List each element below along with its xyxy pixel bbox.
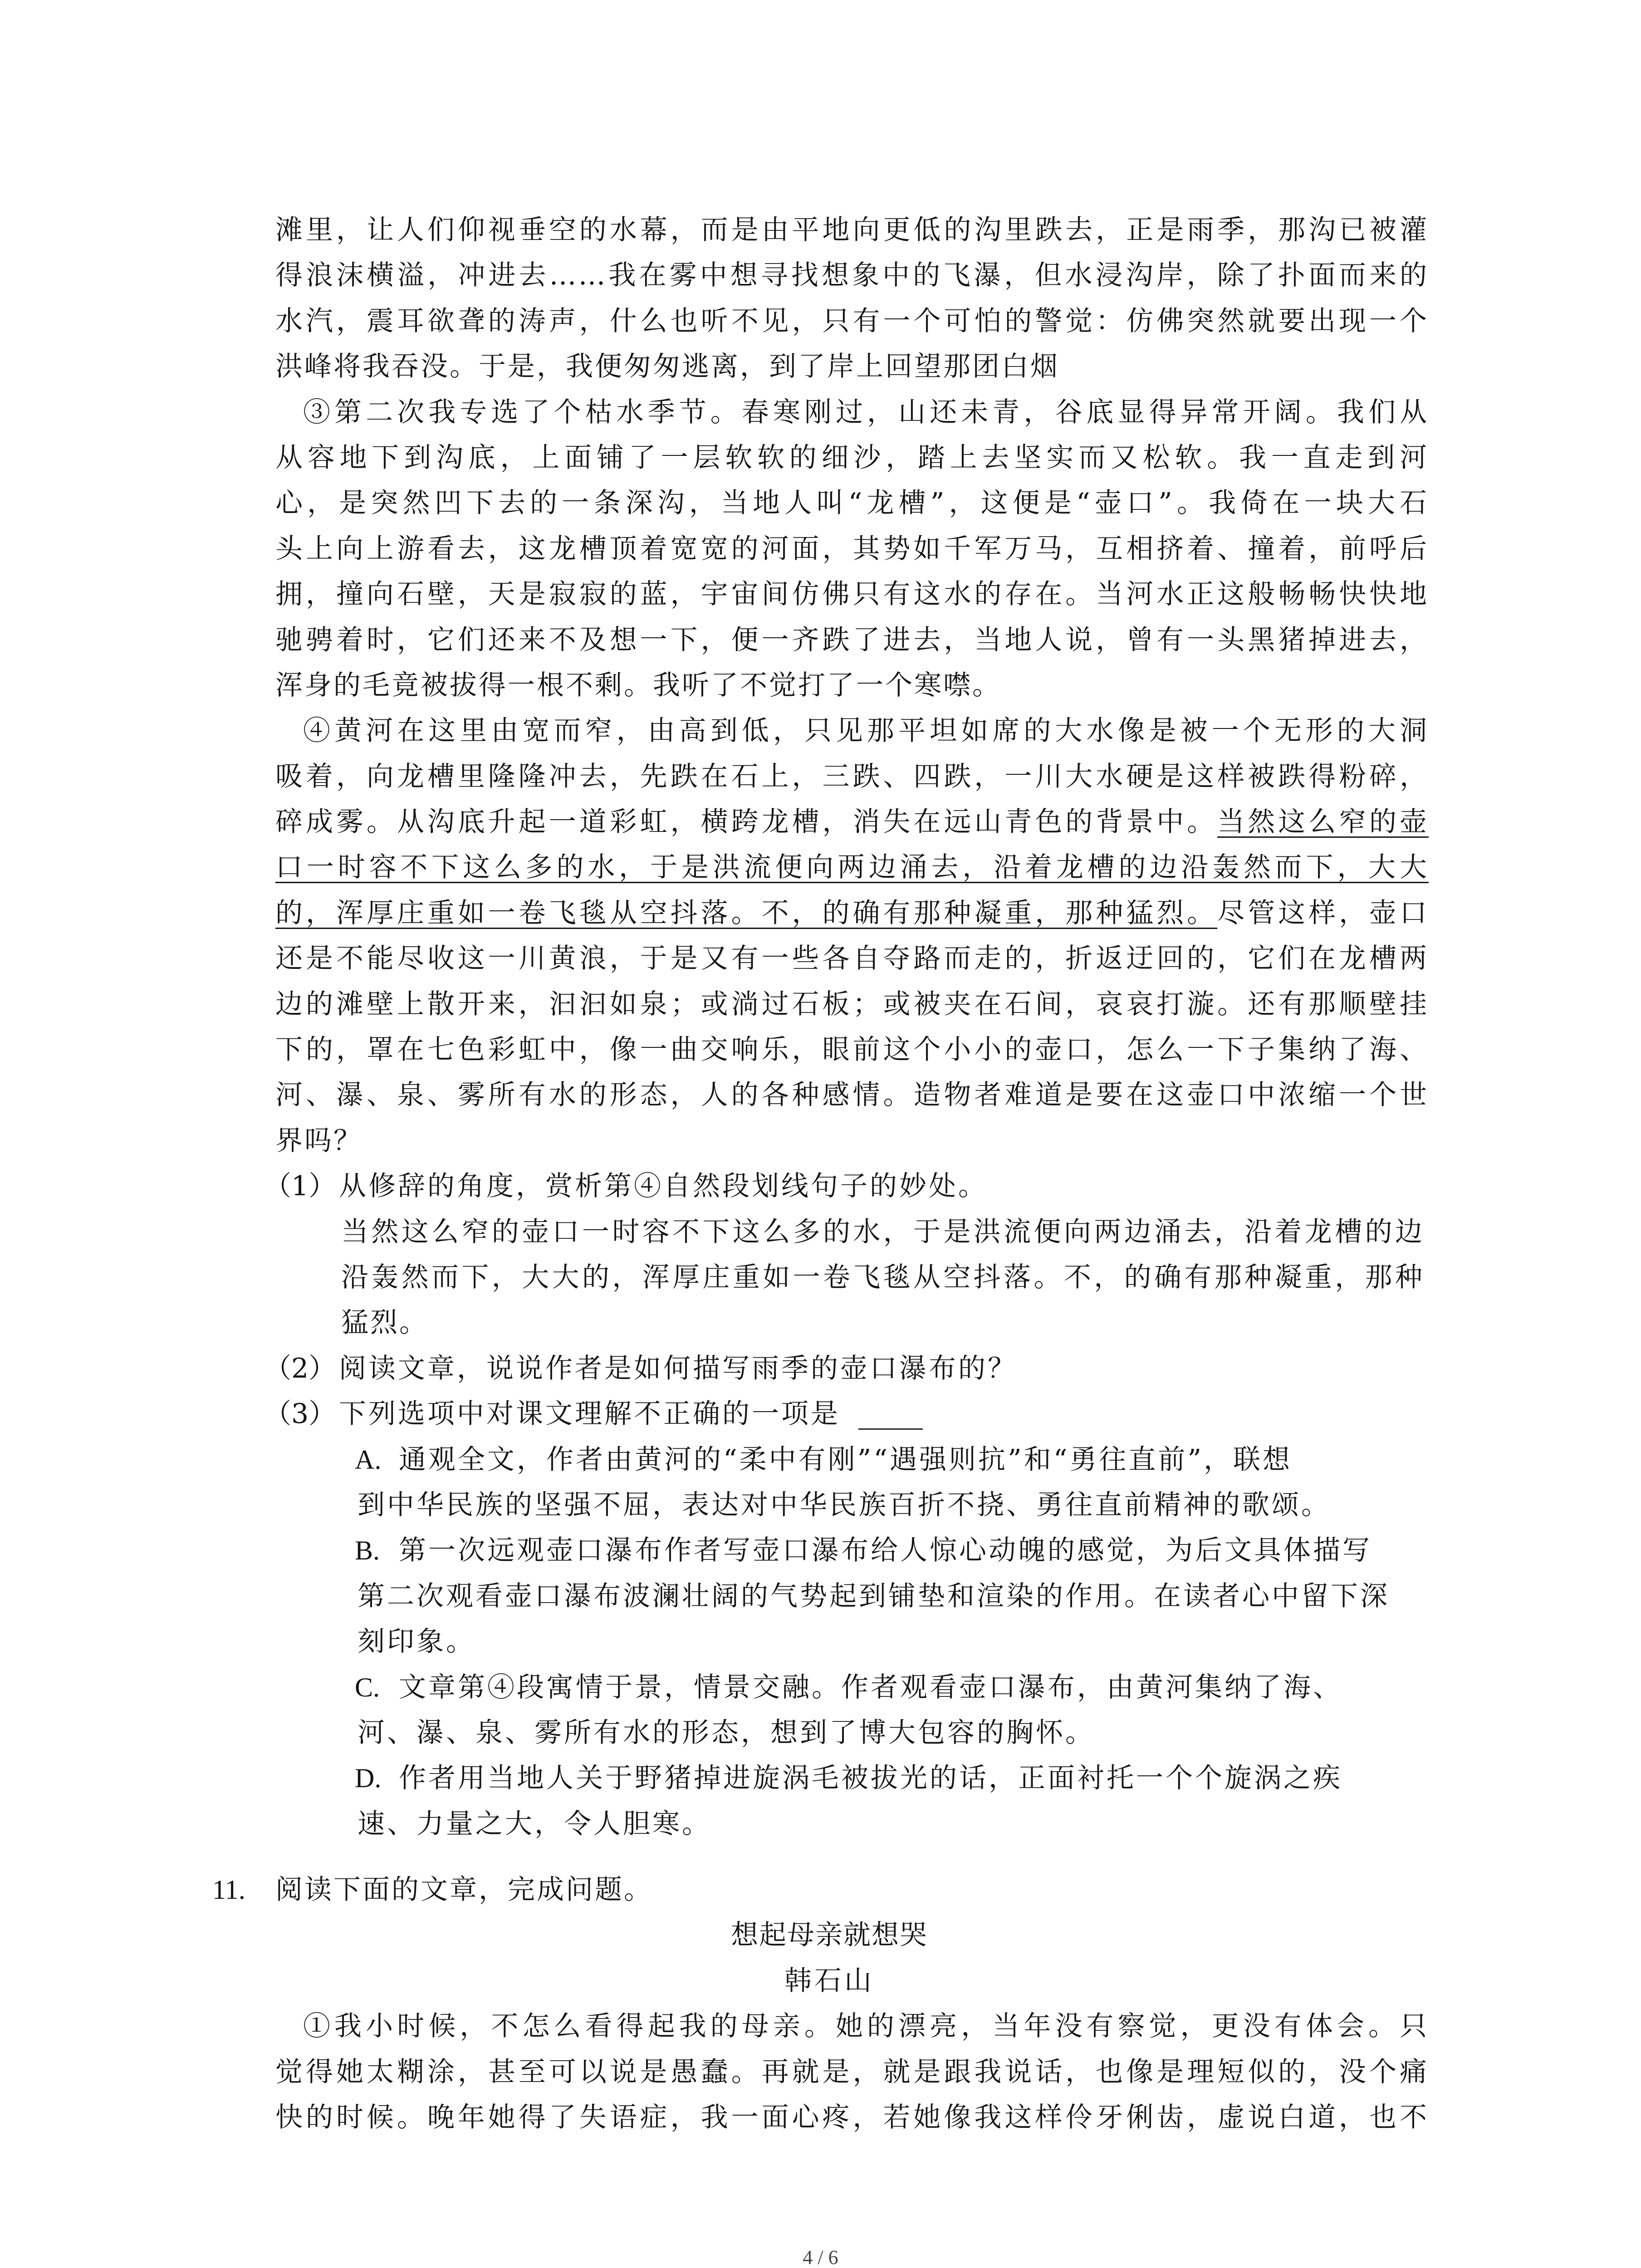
text-line: 驰骋着时，它们还来不及想一下，便一齐跌了进去，当地人说，曾有一头黑猪掉进去， xyxy=(275,624,1429,656)
sub-question-label: （3） xyxy=(264,1398,336,1430)
text-line: 浑身的毛竟被拔得一根不剩。我听了不觉打了一个寒噤。 xyxy=(275,669,1001,701)
sub-question-label: （1） xyxy=(264,1170,336,1202)
quoted-sentence-line: 猛烈。 xyxy=(341,1307,428,1339)
option-label: B. xyxy=(355,1535,380,1566)
option-text-line: 刻印象。 xyxy=(358,1626,475,1658)
option-text: 文章第④段寓情于景，情景交融。作者观看壶口瀑布，由黄河集纳了海、 xyxy=(399,1671,1342,1703)
text-line: 下的，罩在七色彩虹中，像一曲交响乐，眼前这个小小的壶口，怎么一下子集纳了海、 xyxy=(275,1034,1429,1066)
question-instruction: 阅读下面的文章，完成问题。 xyxy=(275,1874,653,1906)
text-line: 洪峰将我吞没。于是，我便匆匆逃离，到了岸上回望那团白烟 xyxy=(275,351,1059,383)
text-line: 河、瀑、泉、雾所有水的形态，人的各种感情。造物者难道是要在这壶口中浓缩一个世 xyxy=(275,1079,1429,1111)
text-line: 还是不能尽收这一川黄浪，于是又有一些各自夺路而走的，折返迂回的，它们在龙槽两 xyxy=(275,943,1429,975)
sub-question-prompt: 下列选项中对课文理解不正确的一项是 xyxy=(339,1398,840,1430)
text-line: 界吗？ xyxy=(275,1124,362,1157)
plain-text: 碎成雾。从沟底升起一道彩虹，横跨龙槽，消失在远山青色的背景中。 xyxy=(275,806,1218,838)
underlined-text: 的，浑厚庄重如一卷飞毯从空抖落。不，的确有那种凝重，那种猛烈。 xyxy=(275,897,1218,929)
option-text-line: 第二次观看壶口瀑布波澜壮阔的气势起到铺垫和渲染的作用。在读者心中留下深 xyxy=(358,1580,1390,1612)
text-line: 快的时候。晚年她得了失语症，我一面心疼，若她像我这样伶牙俐齿，虚说白道，也不 xyxy=(275,2102,1429,2134)
text-line: 头上向上游看去，这龙槽顶着宽宽的河面，其势如千军万马，互相挤着、撞着，前呼后 xyxy=(275,533,1429,565)
sub-question-1 xyxy=(264,1163,1425,1209)
underlined-text: 当然这么窄的壶 xyxy=(1217,806,1429,838)
sub-question-2 xyxy=(264,1346,1425,1391)
quoted-sentence-line: 当然这么窄的壶口一时容不下这么多的水，于是洪流便向两边涌去，沿着龙槽的边 xyxy=(341,1216,1424,1248)
option-d xyxy=(355,1755,1416,1801)
option-a xyxy=(355,1437,1416,1482)
option-label: C. xyxy=(355,1672,380,1702)
article-title: 想起母亲就想哭 xyxy=(731,1919,928,1951)
text-line: 从容地下到沟底，上面铺了一层软软的细沙，踏上去坚实而又松软。我一直走到河 xyxy=(275,441,1429,474)
option-b xyxy=(355,1528,1416,1573)
text-line: 吸着，向龙槽里隆隆冲去，先跌在石上，三跌、四跌，一川大水硬是这样被跌得粉碎， xyxy=(275,760,1429,792)
text-line: 心，是突然凹下去的一条深沟，当地人叫“龙槽”，这便是“壶口”。我倚在一块大石 xyxy=(275,487,1429,519)
text-line: 得浪沫横溢，冲进去……我在雾中想寻找想象中的飞瀑，但水浸沟岸，除了扑面而来的 xyxy=(275,259,1429,292)
text-line: 边的滩壁上散开来，汩汩如泉；或淌过石板；或被夹在石间，哀哀打漩。还有那顺壁挂 xyxy=(275,988,1429,1020)
option-text: 第一次远观壶口瀑布作者写壶口瀑布给人惊心动魄的感觉，为后文具体描写 xyxy=(399,1535,1372,1567)
page-content xyxy=(0,207,1641,2140)
sub-question-label: （2） xyxy=(264,1352,336,1384)
question-number: 11. xyxy=(212,1875,245,1905)
paragraph-first-line: ③第二次我专选了个枯水季节。春寒刚过，山还未青，谷底显得异常开阔。我们从 xyxy=(303,396,1429,428)
text-line xyxy=(275,799,1429,845)
sub-question-prompt: 阅读文章，说说作者是如何描写雨季的壶口瀑布的？ xyxy=(339,1352,1017,1384)
text-line: 滩里，让人们仰视垂空的水幕，而是由平地向更低的沟里跌去，正是雨季，那沟已被灌 xyxy=(275,214,1429,246)
answer-blank xyxy=(858,1402,923,1430)
quoted-sentence-line: 沿轰然而下，大大的，浑厚庄重如一卷飞毯从空抖落。不，的确有那种凝重，那种 xyxy=(341,1261,1424,1293)
text-line: 拥，撞向石壁，天是寂寂的蓝，宇宙间仿佛只有这水的存在。当河水正这般畅畅快快地 xyxy=(275,578,1429,611)
option-label: D. xyxy=(355,1763,382,1794)
option-text: 通观全文，作者由黄河的“柔中有刚”“遇强则抗”和“勇往直前”，联想 xyxy=(399,1443,1293,1476)
text-line xyxy=(275,845,1429,890)
option-text-line: 到中华民族的坚强不屈，表达对中华民族百折不挠、勇往直前精神的歌颂。 xyxy=(358,1489,1331,1521)
sub-question-prompt: 从修辞的角度，赏析第④自然段划线句子的妙处。 xyxy=(339,1170,988,1202)
option-text: 作者用当地人关于野猪掉进旋涡毛被拔光的话，正面衬托一个个旋涡之疾 xyxy=(399,1762,1342,1794)
article-author: 韩石山 xyxy=(784,1965,874,1997)
text-line xyxy=(275,890,1429,936)
underlined-text: 口一时容不下这么多的水，于是洪流便向两边涌去，沿着龙槽的边沿轰然而下，大大 xyxy=(275,851,1429,884)
option-c xyxy=(355,1665,1416,1710)
sub-question-3 xyxy=(264,1391,1425,1437)
page-number: 4 / 6 xyxy=(803,2246,838,2268)
option-text-line: 河、瀑、泉、雾所有水的形态，想到了博大包容的胸怀。 xyxy=(358,1716,1095,1749)
plain-text: 尽管这样，壶口 xyxy=(1217,897,1429,929)
text-line: 觉得她太糊涂，甚至可以说是愚蠢。再就是，就是跟我说话，也像是理短似的，没个痛 xyxy=(275,2056,1429,2088)
option-label: A. xyxy=(355,1444,382,1475)
paragraph-first-line: ④黄河在这里由宽而窄，由高到低，只见那平坦如席的大水像是被一个无形的大洞 xyxy=(303,715,1429,747)
paragraph-first-line: ①我小时候，不怎么看得起我的母亲。她的漂亮，当年没有察觉，更没有体会。只 xyxy=(303,2010,1429,2043)
question-11-heading xyxy=(212,1867,1437,1912)
text-line: 水汽，震耳欲聋的涛声，什么也听不见，只有一个可怕的警觉：仿佛突然就要出现一个 xyxy=(275,305,1429,337)
option-text-line: 速、力量之大，令人胆寒。 xyxy=(358,1808,711,1840)
